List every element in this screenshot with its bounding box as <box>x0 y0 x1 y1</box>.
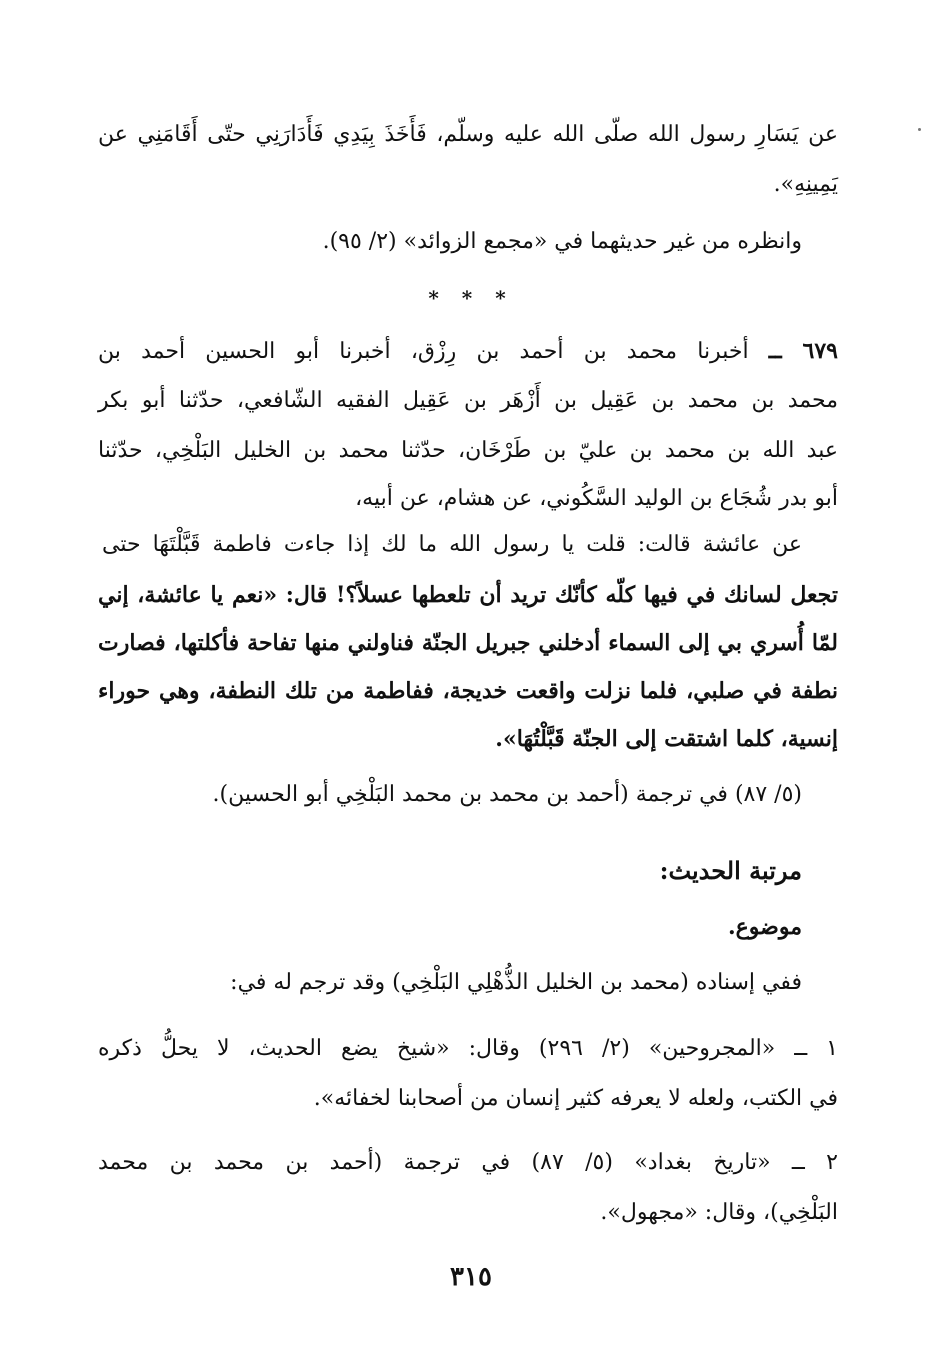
reference-item-line: ٢ ــ «تاريخ بغداد» (٥/ ٨٧) في ترجمة (أحمد بن محمد بن محمد <box>98 1150 838 1175</box>
hadith-isnad-line <box>98 334 838 369</box>
reference-item-line: ١ ــ «المجروحين» (٢/ ٢٩٦) وقال: «شيخ يضع الحديث، لا يحلُّ ذكره <box>98 1036 838 1061</box>
hadith-isnad-line: أبو بدر شُجَاع بن الوليد السَّكُوني، عن هشام، عن أبيه، <box>355 486 838 511</box>
hadith-matn-line: إنسية، كلما اشتقت إلى الجنّة قَبَّلْتُهَا». <box>495 726 838 752</box>
hadith-matn-line: نطفة في صلبي، فلما نزلت واقعت خديجة، ففاطمة من تلك النطفة، وهي حوراء <box>98 678 838 704</box>
grading-verdict: موضوع. <box>728 914 802 940</box>
section-separator: * * * <box>428 286 514 310</box>
hadith-isnad-line: عبد الله بن محمد بن عليّ بن طَرْخَان، حدّثنا محمد بن الخليل البَلْخِي، حدّثنا <box>98 438 838 463</box>
hadith-isnad-line: محمد بن محمد بن عَقِيل بن أَزْهَر بن عَقِيل الفقيه الشّافعي، حدّثنا أبو بكر <box>98 388 838 413</box>
isnad-text: أخبرنا محمد بن أحمد بن رِزْق، أخبرنا أبو الحسين أحمد بن <box>98 339 749 364</box>
scan-speck <box>918 128 921 131</box>
reference-item-line: في الكتب، ولعله لا يعرفه كثير إنسان من أصحابنا لخفائه». <box>313 1086 838 1111</box>
hadith-matn-line: تجعل لسانك في فيها كلّه كأنّك تريد أن تلعطها عسلاً؟! قال: «نعم يا عائشة، إني <box>98 582 838 608</box>
hadith-source: (٥/ ٨٧) في ترجمة (أحمد بن محمد بن محمد البَلْخِي أبو الحسين). <box>212 782 802 807</box>
grading-heading: مرتبة الحديث: <box>659 856 802 885</box>
hadith-matn-line: عن عائشة قالت: قلت يا رسول الله ما لك إذا جاءت فاطمة قَبَّلْتَهَا حتى <box>102 532 802 557</box>
page-number: ٣١٥ <box>450 1262 492 1292</box>
hadith-matn-line: لمّا أُسري بي إلى السماء أدخلني جبريل الجنّة فناولني منها تفاحة فأكلتها، فصارت <box>98 630 838 656</box>
grading-intro: ففي إسناده (محمد بن الخليل الذُّهْلِي البَلْخِي) وقد ترجم له في: <box>230 970 802 995</box>
reference-item-line: البَلْخِي)، وقال: «مجهول». <box>600 1200 838 1225</box>
hadith-number: ٦٧٩ ــ <box>768 338 838 364</box>
paragraph-line: عن يَسَارِ رسول الله صلّى الله عليه وسلّم، فَأَخَذَ بِيَدِي فَأَدَارَنِي حتّى أَقَامَنِي عن <box>98 122 838 147</box>
paragraph-line: يَمِينِهِ». <box>773 172 838 197</box>
reference-note: وانظره من غير حديثهما في «مجمع الزوائد» (٢/ ٩٥). <box>322 229 802 254</box>
